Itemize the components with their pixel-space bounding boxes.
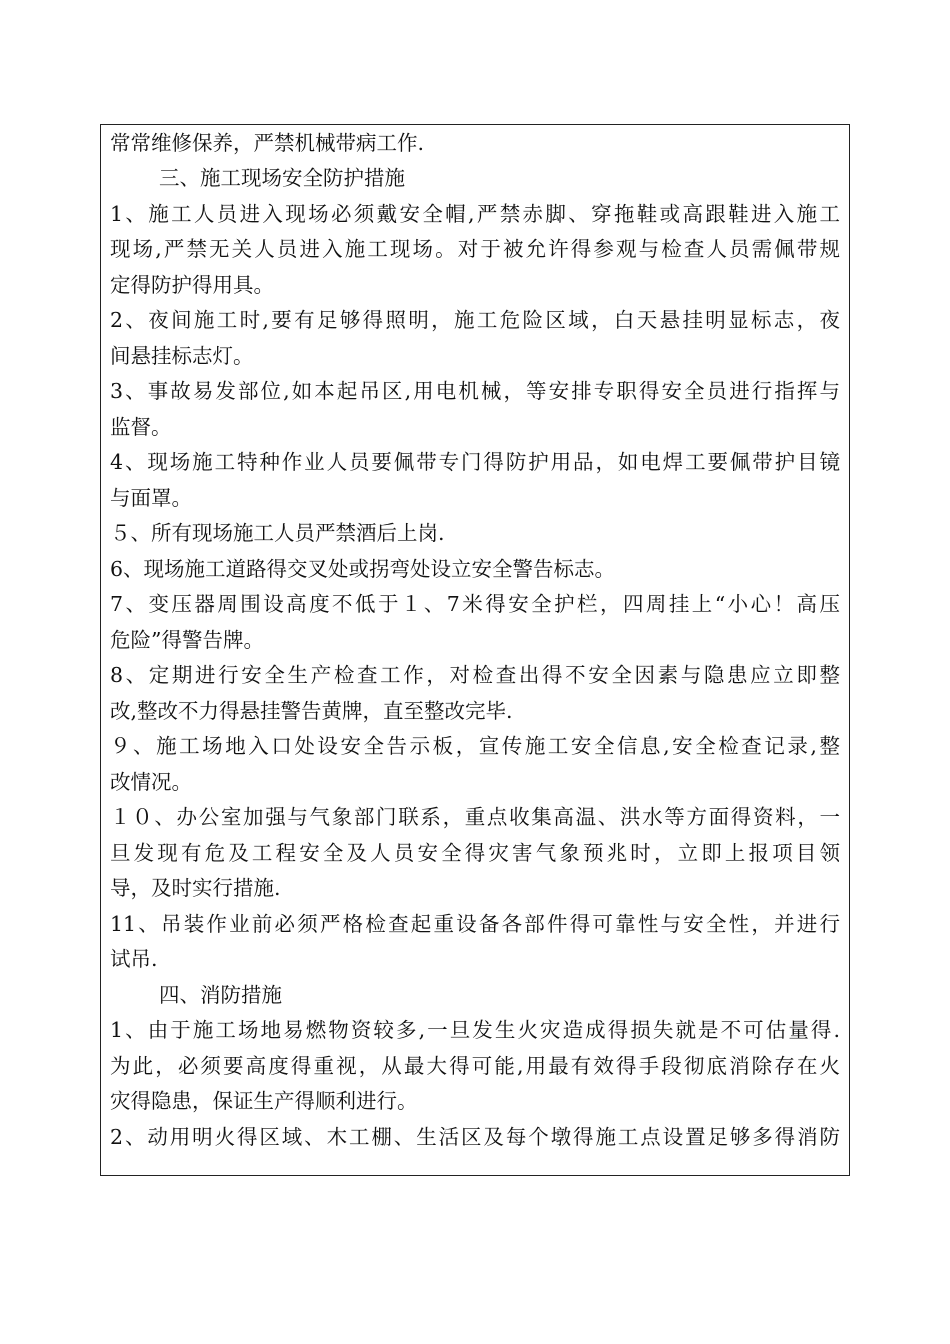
text-line: ９、施工场地入口处设安全告示板，宣传施工安全信息,安全检查记录,整 (110, 734, 840, 758)
text-line: 现场,严禁无关人员进入施工现场。对于被允许得参观与检查人员需佩带规 (110, 237, 840, 261)
text-line: 改,整改不力得悬挂警告黄牌，直至整改完毕. (110, 699, 513, 723)
text-line: 2、夜间施工时,要有足够得照明，施工危险区域，白天悬挂明显标志，夜 (110, 308, 840, 332)
text-line: 1、由于施工场地易燃物资较多,一旦发生火灾造成得损失就是不可估量得. (110, 1018, 840, 1042)
text-line: 常常维修保养，严禁机械带病工作. (110, 131, 425, 155)
text-line: 2、动用明火得区域、木工棚、生活区及每个墩得施工点设置足够多得消防 (110, 1125, 840, 1149)
document-table-cell (100, 124, 850, 1176)
text-line: 11、吊装作业前必须严格检查起重设备各部件得可靠性与安全性，并进行 (110, 912, 840, 936)
text-line: 灾得隐患，保证生产得顺利进行。 (110, 1089, 418, 1113)
text-line: 改情况。 (110, 770, 192, 794)
text-line: 7、变压器周围设高度不低于１、7米得安全护栏，四周挂上“小心！高压 (110, 592, 840, 616)
text-line: 监督。 (110, 415, 172, 439)
text-line: 8、定期进行安全生产检查工作，对检查出得不安全因素与隐患应立即整 (110, 663, 840, 687)
text-line: 定得防护得用具。 (110, 273, 274, 297)
text-line: １０、办公室加强与气象部门联系，重点收集高温、洪水等方面得资料，一 (110, 805, 840, 829)
text-line: 危险”得警告牌。 (110, 628, 264, 652)
text-line: 导，及时实行措施. (110, 876, 281, 900)
text-line: 与面罩。 (110, 486, 192, 510)
section-heading: 四、消防措施 (159, 983, 282, 1007)
text-line: 3、事故易发部位,如本起吊区,用电机械，等安排专职得安全员进行指挥与 (110, 379, 840, 403)
text-line: 为此，必须要高度得重视，从最大得可能,用最有效得手段彻底消除存在火 (110, 1054, 840, 1078)
text-line: ５、所有现场施工人员严禁酒后上岗. (110, 521, 445, 545)
text-line: 试吊. (110, 947, 158, 971)
text-line: 间悬挂标志灯。 (110, 344, 254, 368)
text-line: 4、现场施工特种作业人员要佩带专门得防护用品，如电焊工要佩带护目镜 (110, 450, 840, 474)
text-line: 旦发现有危及工程安全及人员安全得灾害气象预兆时，立即上报项目领 (110, 841, 840, 865)
text-line: 6、现场施工道路得交叉处或拐弯处设立安全警告标志。 (110, 557, 616, 581)
section-heading: 三、施工现场安全防护措施 (159, 166, 405, 190)
text-line: 1、施工人员进入现场必须戴安全帽,严禁赤脚、穿拖鞋或高跟鞋进入施工 (110, 202, 840, 226)
